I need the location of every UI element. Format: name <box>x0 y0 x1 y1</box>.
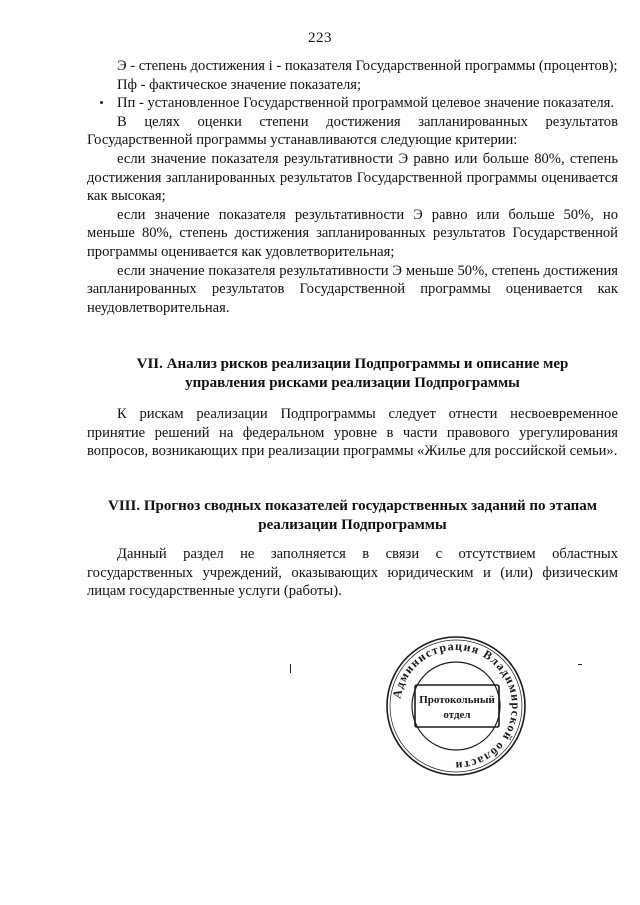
section-viii-paragraph: Данный раздел не заполняется в связи с отсутствием областных государственных учреждений, оказывающих юридическим и (или) физическим лицам государственные услуги (работы). <box>87 546 618 600</box>
section-viii-heading-line1: VIII. Прогноз сводных показателей государственных заданий по этапам <box>108 498 597 514</box>
section-vii-body <box>87 405 618 461</box>
paragraph-e-definition: Э - степень достижения i - показателя Государственной программы (процентов); <box>117 58 618 74</box>
seal-graphic <box>381 635 531 777</box>
section-vii-heading-line1: VII. Анализ рисков реализации Подпрограммы и описание мер <box>136 356 569 372</box>
section-viii-heading-line2: реализации Подпрограммы <box>258 516 447 533</box>
paragraph-criteria-intro: В целях оценки степени достижения запланированных результатов Государственной программы устанавливаются следующие критерии: <box>87 113 618 149</box>
seal-center-line2: отдел <box>443 709 471 721</box>
seal-outer-ring <box>387 637 525 775</box>
paragraph-criterion-satisfactory: если значение показателя результативности Э равно или больше 50%, но меньше 80%, степень достижения запланированных результатов Государственной программы оценивается как удовлетворительная; <box>87 206 618 260</box>
seal-ring-text: Администрация Владимирской области <box>389 638 524 774</box>
paragraph-pp-definition: Пп - установленное Государственной программой целевое значение показателя. <box>117 95 614 112</box>
paragraph-criterion-unsatisfactory: если значение показателя результативности Э меньше 50%, степень достижения запланированных результатов Государственной программы оценивается как неудовлетворительная. <box>87 262 618 316</box>
official-seal-stamp <box>381 635 531 777</box>
section-viii-heading <box>87 497 618 534</box>
paragraph-criterion-high: если значение показателя результативности Э равно или больше 80%, степень достижения запланированных результатов Государственной программы оценивается как высокая; <box>87 150 618 205</box>
page-number: 223 <box>308 30 332 46</box>
scan-speck <box>100 101 103 104</box>
criteria-block <box>87 57 618 317</box>
section-vii-heading <box>87 355 618 392</box>
scan-speck <box>290 664 291 673</box>
section-vii-paragraph: К рискам реализации Подпрограммы следует отнести несвоевременное принятие решений на федеральном уровне в части правового урегулирования вопросов, возникающих при реализации программы «Жилье для российской семьи». <box>87 406 618 460</box>
seal-inner-ring <box>412 662 500 750</box>
paragraph-pf-definition: Пф - фактическое значение показателя; <box>117 76 362 93</box>
section-viii-body <box>87 545 618 601</box>
seal-center-line1: Протокольный <box>419 694 495 706</box>
section-vii-heading-line2: управления рисками реализации Подпрограммы <box>185 374 520 391</box>
scan-speck <box>578 664 582 665</box>
